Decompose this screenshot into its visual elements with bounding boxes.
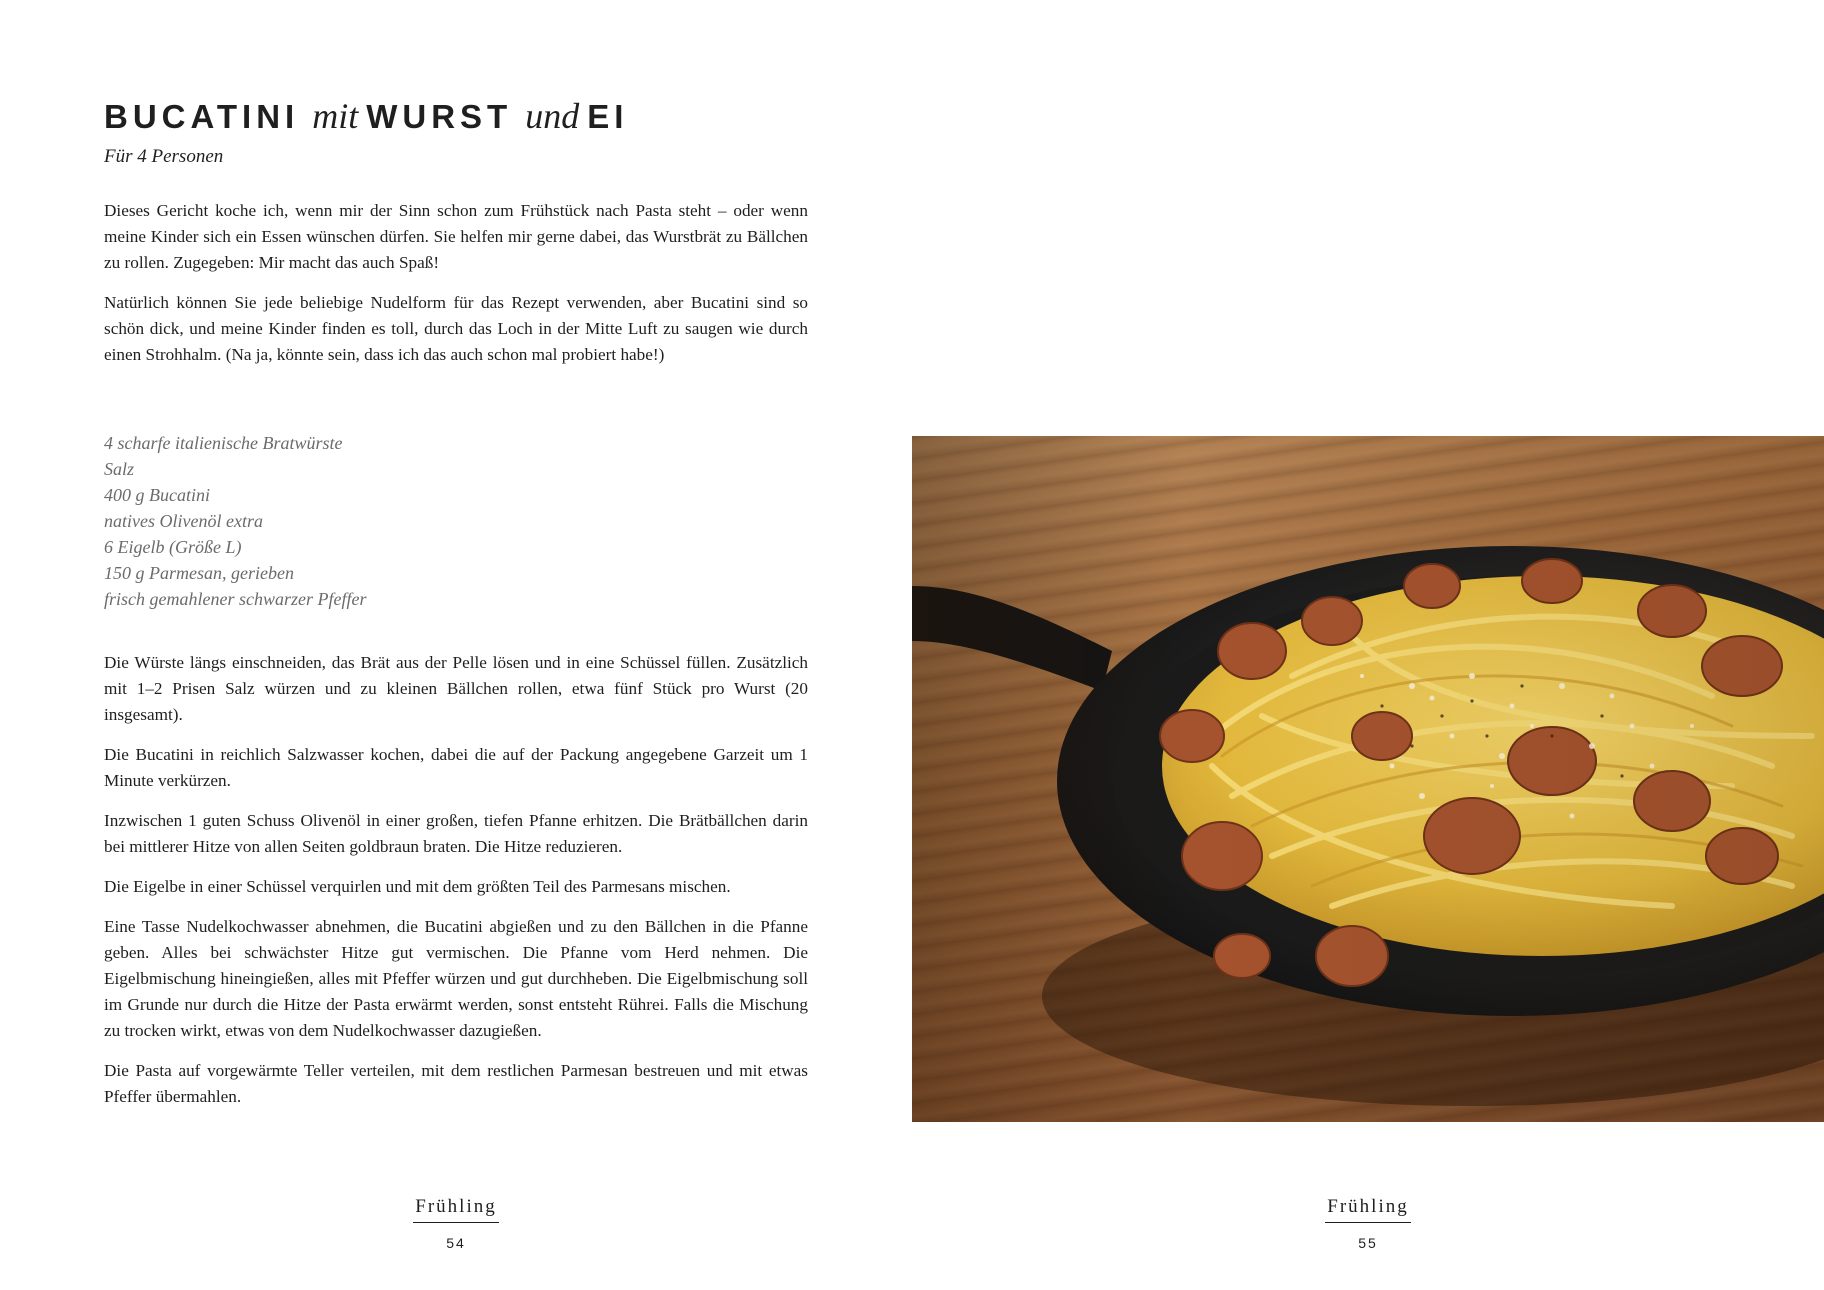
method-step: Inzwischen 1 guten Schuss Olivenöl in einer großen, tiefen Pfanne erhitzen. Die Brätbällchen darin bei mittlerer Hitze von allen Seiten goldbraun braten. Die Hitze reduzieren.: [104, 811, 808, 856]
method-step: Die Eigelbe in einer Schüssel verquirlen und mit dem größten Teil des Parmesans mischen.: [104, 877, 731, 896]
title-word-wurst: WURST: [366, 98, 513, 135]
intro-paragraph: Dieses Gericht koche ich, wenn mir der Sinn schon zum Frühstück nach Pasta steht – oder wenn meine Kinder sich ein Essen wünschen dürfen. Sie helfen mir gerne dabei, das Wurstbrät zu Bällchen zu rollen. Zugegeben: Mir macht das auch Spaß!: [104, 201, 808, 272]
ingredient-item: natives Olivenöl extra: [104, 511, 263, 531]
ingredient-item: 4 scharfe italienische Bratwürste: [104, 433, 343, 453]
method-step: Die Würste längs einschneiden, das Brät aus der Pelle lösen und in eine Schüssel füllen. Zusätzlich mit 1–2 Prisen Salz würzen und zu kleinen Bällchen rollen, etwa fünf Stück pro Wurst (20 insgesamt).: [104, 653, 808, 724]
ingredient-item: 150 g Parmesan, gerieben: [104, 563, 294, 583]
title-connector-und: und: [525, 96, 580, 136]
method-step: Die Pasta auf vorgewärmte Teller verteilen, mit dem restlichen Parmesan bestreuen und mit etwas Pfeffer übermahlen.: [104, 1061, 808, 1106]
page-footer-right: [1268, 1195, 1468, 1251]
method-step: Die Bucatini in reichlich Salzwasser kochen, dabei die auf der Packung angegebene Garzeit um 1 Minute verkürzen.: [104, 745, 808, 790]
page-number: 54: [446, 1235, 466, 1251]
servings: Für 4 Personen: [104, 146, 224, 167]
page-footer-left: [356, 1195, 556, 1251]
intro-text: [104, 198, 808, 382]
photo-illustration: [912, 436, 1824, 1122]
title-word-bucatini: BUCATINI: [104, 98, 300, 135]
page-number: 55: [1358, 1235, 1378, 1251]
title-connector-mit: mit: [312, 96, 359, 136]
ingredient-item: 6 Eigelb (Größe L): [104, 537, 242, 557]
method-step: Eine Tasse Nudelkochwasser abnehmen, die Bucatini abgießen und zu den Bällchen in die Pfanne geben. Alles bei schwächster Hitze gut vermischen. Die Pfanne vom Herd nehmen. Die Eigelbmischung hineingießen, alles mit Pfeffer würzen und gut durchheben. Die Eigelbmischung soll im Grunde nur durch die Hitze der Pasta erwärmt werden, sonst entsteht Rührei. Falls die Mischung zu trocken wirkt, etwas von dem Nudelkochwasser dazugießen.: [104, 917, 808, 1040]
ingredients-list: [104, 430, 366, 612]
method-steps: [104, 650, 808, 1124]
pasta-pan-photo: [912, 436, 1824, 1122]
title-word-ei: EI: [587, 98, 629, 135]
recipe-title: [104, 92, 628, 141]
section-name: Frühling: [1325, 1195, 1410, 1223]
section-name: Frühling: [413, 1195, 498, 1223]
ingredient-item: 400 g Bucatini: [104, 485, 210, 505]
ingredient-item: frisch gemahlener schwarzer Pfeffer: [104, 589, 367, 609]
ingredient-item: Salz: [104, 459, 135, 479]
intro-paragraph: Natürlich können Sie jede beliebige Nudelform für das Rezept verwenden, aber Bucatini sind so schön dick, und meine Kinder finden es toll, durch das Loch in der Mitte Luft zu saugen wie durch einen Strohhalm. (Na ja, könnte sein, dass ich das auch schon mal probiert habe!): [104, 293, 808, 364]
